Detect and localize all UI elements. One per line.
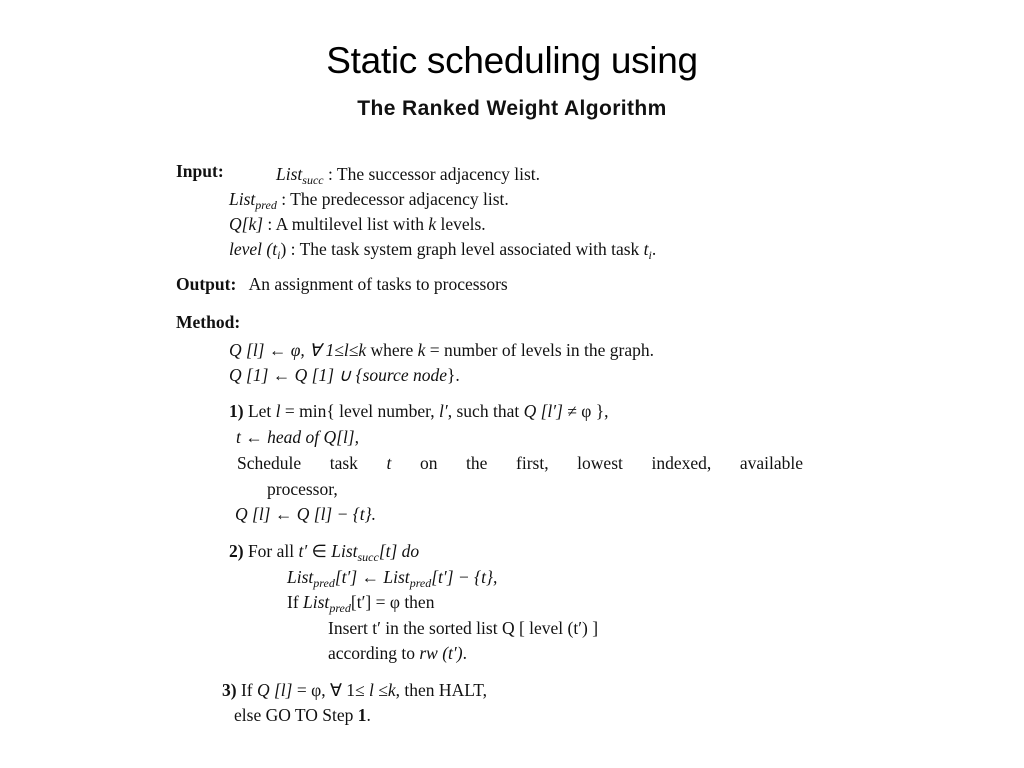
slide-title: Static scheduling using [326, 40, 698, 81]
method-k: k [417, 340, 426, 360]
input-line-3 [229, 214, 486, 234]
step2-list-pred-3: List [303, 592, 330, 612]
step1-neq: ≠ φ }, [562, 401, 609, 421]
step1-word: t [386, 453, 392, 473]
step1-word: the [466, 453, 488, 473]
step3-line-1 [222, 680, 487, 700]
step1-word: available [739, 453, 803, 473]
method-line-2-end: }. [446, 365, 460, 385]
step2-then: [t′] = φ then [350, 592, 435, 612]
step1-word: indexed, [651, 453, 712, 473]
step3-end: . [366, 705, 371, 725]
step3-if: If [236, 680, 257, 700]
step2-rw: rw (t′) [419, 643, 463, 663]
source-node: source node [362, 365, 447, 385]
step2-list-pred: List [287, 567, 314, 587]
step2-number: 2) [229, 541, 244, 561]
input-line-3-text: : A multilevel list with [263, 214, 429, 234]
step2-pred-subscript-3: pred [329, 601, 351, 615]
input-label-text: Input: [176, 161, 224, 181]
input-line-1 [276, 164, 541, 187]
step1-such-that: , such that [447, 401, 524, 421]
succ-subscript: succ [302, 173, 324, 187]
step1-word: on [419, 453, 438, 473]
t-subscript: i [648, 248, 652, 262]
step2-pred-subscript: pred [313, 576, 335, 590]
method-line-1-text: = number of levels in the graph. [425, 340, 654, 360]
step1-word: task [329, 453, 358, 473]
step3-line-2 [234, 705, 371, 725]
step3-halt: , then HALT, [395, 680, 488, 700]
step2-according: according to [328, 643, 420, 663]
method-init-expr: Q [l] ← φ, ∀ 1≤l≤k [229, 340, 367, 360]
method-line-1 [229, 340, 654, 360]
input-line-3-end: levels. [436, 214, 486, 234]
step3-number: 3) [222, 680, 237, 700]
step1-line-2: t ← head of Q[l], [236, 427, 359, 447]
step3-cond: = φ, ∀ 1≤ [292, 680, 370, 700]
pred-subscript: pred [255, 198, 277, 212]
output-text: An assignment of tasks to processors [248, 274, 508, 294]
step2-in: ∈ [307, 541, 332, 561]
method-where: where [366, 340, 418, 360]
t-symbol: t [643, 239, 649, 259]
step1-word: first, [516, 453, 549, 473]
input-label [176, 161, 224, 181]
step2-list: List [331, 541, 358, 561]
step2-do: [t] do [378, 541, 420, 561]
input-line-1-text: : The successor adjacency list. [323, 164, 541, 184]
step2-minus: [t′] − {t}, [431, 567, 498, 587]
step1-line-5: Q [l] ← Q [l] − {t}. [235, 504, 377, 524]
input-line-4-text: : The task system graph level associated with task [286, 239, 644, 259]
step2-line-2 [287, 567, 498, 590]
input-line-2-text: : The predecessor adjacency list. [276, 189, 509, 209]
step1-word: lowest [577, 453, 623, 473]
q-symbol: Q [229, 214, 242, 234]
level-arg-close: ) [280, 239, 287, 259]
step1-lprime: l′ [439, 401, 448, 421]
q-bracket: [k] [241, 214, 264, 234]
output-line [176, 274, 508, 294]
step2-line-4: Insert t′ in the sorted list Q [ level (t′) ] [328, 618, 599, 638]
scanned-document [0, 90, 1024, 768]
method-line-2 [229, 365, 460, 385]
step1-let: Let [243, 401, 276, 421]
step2-pred-subscript-2: pred [409, 576, 432, 590]
step2-for-all: For all [243, 541, 299, 561]
method-union-expr: Q [1] ← Q [1] ∪ { [229, 365, 363, 385]
step2-line-1 [229, 541, 420, 564]
step1-line-4: processor, [267, 479, 338, 499]
step2-assign: [t′] ← [334, 567, 384, 587]
step2-list-pred-2: List [383, 567, 410, 587]
output-label: Output: [176, 274, 237, 294]
step2-line-3 [287, 592, 435, 615]
step1-line-1 [229, 401, 609, 421]
step3-else: else GO TO Step [234, 705, 358, 725]
method-label-text: Method: [176, 312, 241, 332]
step1-line-3 [237, 453, 803, 473]
step2-succ-subscript: succ [357, 550, 379, 564]
level-arg: (t [262, 239, 278, 259]
step3-le: ≤ [373, 680, 388, 700]
step1-word: Schedule [237, 453, 302, 473]
level-arg-subscript: i [277, 248, 281, 262]
method-label [176, 312, 240, 332]
step3-step-number: 1 [357, 705, 367, 725]
step3-l: l [369, 680, 374, 700]
input-line-4 [229, 239, 657, 262]
list-pred-symbol: List [229, 189, 256, 209]
step2-end: . [462, 643, 467, 663]
step2-tprime: t′ [298, 541, 308, 561]
input-line-2 [229, 189, 509, 212]
step1-min: = min{ level number, [280, 401, 440, 421]
level-symbol: level [229, 239, 263, 259]
step2-line-5 [328, 643, 467, 663]
step3-q: Q [l] [256, 680, 293, 700]
step1-q: Q [l′] [523, 401, 563, 421]
k-symbol: k [428, 214, 437, 234]
step1-l: l [275, 401, 281, 421]
document-title: The Ranked Weight Algorithm [357, 97, 667, 120]
step2-if: If [287, 592, 304, 612]
list-succ-symbol: List [276, 164, 303, 184]
input-line-4-end: . [651, 239, 657, 259]
step3-k: k [387, 680, 396, 700]
step1-number: 1) [229, 401, 244, 421]
